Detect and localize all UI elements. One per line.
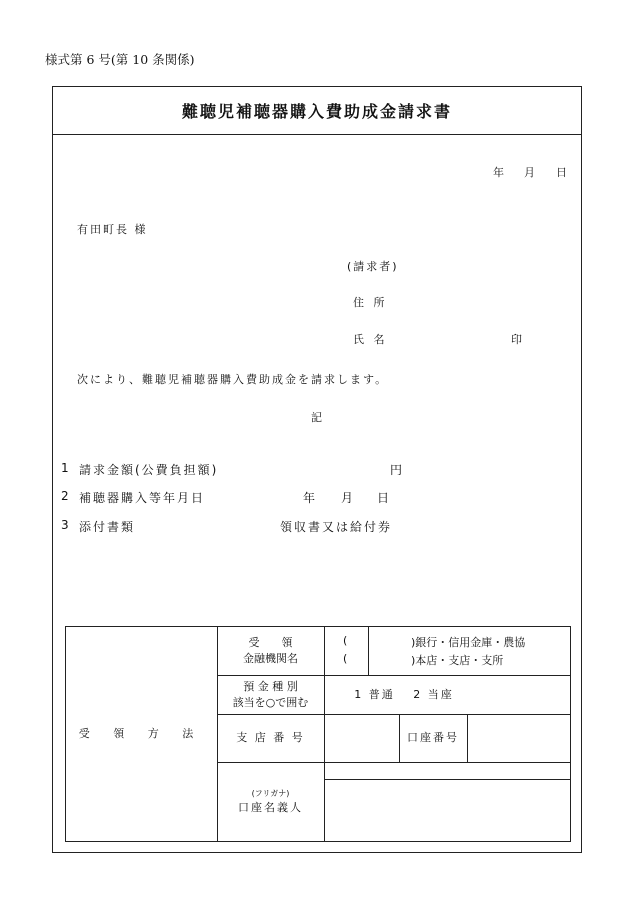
intro-text: 次により、難聴児補聴器購入費助成金を請求します。 xyxy=(77,373,389,386)
form-code: 様式第 6 号(第 10 条関係) xyxy=(45,52,195,67)
table-rule xyxy=(467,714,468,762)
table-rule xyxy=(324,626,325,842)
date-year: 年 xyxy=(493,166,504,179)
title-divider xyxy=(52,134,582,135)
branch-type-options: )本店・支店・支所 xyxy=(411,654,504,667)
table-rule xyxy=(324,779,571,780)
receipt-method-text: 受 領 方 法 xyxy=(78,727,204,741)
institution-label-line2: 金融機関名 xyxy=(243,651,298,665)
account-number-label xyxy=(399,714,467,762)
institution-label xyxy=(217,626,324,675)
item-1-yen: 円 xyxy=(390,463,403,477)
item-2-label: 補聴器購入等年月日 xyxy=(79,491,206,505)
table-rule xyxy=(368,626,369,675)
deposit-type-options-text: 1 普通 2 当座 xyxy=(354,687,454,701)
deposit-type-line2: 該当を○で囲む xyxy=(232,695,309,709)
date-month: 月 xyxy=(524,166,535,179)
furigana-label: (フリガナ) xyxy=(251,789,290,799)
item-1-no: 1 xyxy=(61,461,69,475)
name-label: 氏 名 xyxy=(353,333,388,346)
form-title: 難聴児補聴器購入費助成金請求書 xyxy=(181,102,452,121)
addressee: 有田町長 様 xyxy=(77,223,148,236)
institution-label-line1: 受 領 xyxy=(248,635,293,649)
account-number-text: 口座番号 xyxy=(407,731,459,745)
item-2-year: 年 xyxy=(303,491,316,505)
item-2-no: 2 xyxy=(61,489,69,503)
account-holder-label xyxy=(217,762,324,842)
address-label: 住 所 xyxy=(353,296,388,309)
item-3-value: 領収書又は給付券 xyxy=(280,520,393,534)
account-holder-text: 口座名義人 xyxy=(238,800,303,814)
item-3-no: 3 xyxy=(61,518,69,532)
bank-paren-open: ( xyxy=(343,634,348,647)
branch-number-text: 支 店 番 号 xyxy=(236,731,305,745)
receipt-method-label xyxy=(65,626,217,842)
requester-heading: (請求者) xyxy=(347,260,399,273)
branch-paren-open: ( xyxy=(343,652,348,665)
ki-mark: 記 xyxy=(311,411,322,424)
deposit-type-line1: 預 金 種 別 xyxy=(243,679,298,693)
bank-type-options: )銀行・信用金庫・農協 xyxy=(411,636,526,649)
item-2-month: 月 xyxy=(341,491,354,505)
branch-number-label xyxy=(217,714,324,762)
item-1-label: 請求金額(公費負担額) xyxy=(79,463,219,477)
date-day: 日 xyxy=(556,166,567,179)
item-3-label: 添付書類 xyxy=(79,520,136,534)
deposit-type-options xyxy=(324,675,484,714)
seal-mark: 印 xyxy=(511,333,522,346)
deposit-type-label xyxy=(217,675,324,714)
item-2-day: 日 xyxy=(377,491,390,505)
